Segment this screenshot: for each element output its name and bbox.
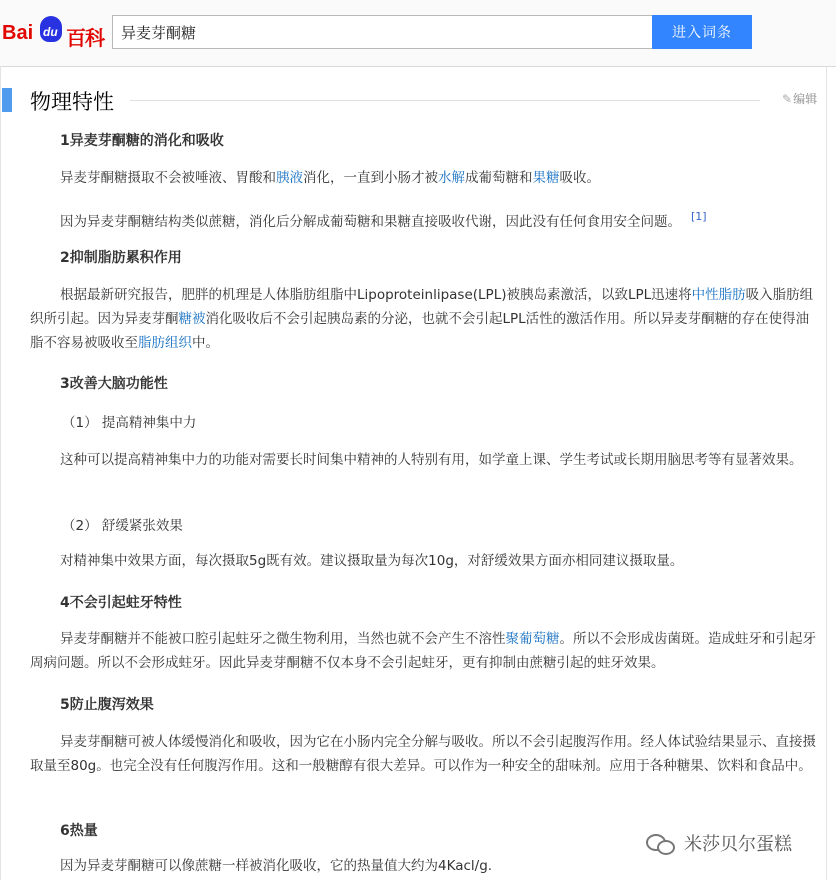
link-polyglucose[interactable]: 聚葡萄糖 (505, 631, 560, 647)
link-pancreatic-juice[interactable]: 胰液 (276, 170, 303, 186)
link-fructose[interactable]: 果糖 (532, 170, 560, 186)
subheading-teeth: 4不会引起蛀牙特性 (60, 595, 182, 611)
pencil-icon: ✎ (782, 92, 793, 106)
link-neutral-fat[interactable]: 中性脂肪 (691, 287, 746, 303)
paragraph-concentration: 这种可以提高精神集中力的功能对需要长时间集中精神的人特别有用，如学童上课、学生考试或长期用脑思考等有显著效果。 (60, 452, 803, 468)
subheading-brain: 3改善大脑功能性 (60, 376, 168, 392)
edit-label: 编辑 (793, 92, 818, 106)
subheading-calories: 6热量 (60, 823, 98, 839)
paragraph-teeth: 异麦芽酮糖并不能被口腔引起蛀牙之微生物利用，当然也就不会产生不溶性聚葡萄糖。所以不会形成齿菌斑。造成蛀牙和引起牙周病问题。所以不会形成蛀牙。因此异麦芽酮糖不仅本身不会引起蛀牙，更有抑制由蔗糖引起的蛀牙效果。 (30, 631, 816, 671)
watermark (646, 830, 792, 856)
paragraph-relief: 对精神集中效果方面，每次摄取5g既有效。建议摄取量为每次10g，对舒缓效果方面亦相同建议摄取量。 (60, 553, 684, 569)
paragraph-fat: 根据最新研究报告，肥胖的机理是人体脂肪组脂中Lipoproteinlipase(LPL)被胰岛素激活，以致LPL迅速将中性脂肪吸入脂肪组织所引起。因为异麦芽酮糖被消化吸收后不会引起胰岛素的分泌，也就不会引起LPL活性的激活作用。所以异麦芽酮糖的存在使得油脂不容易被吸收至脂肪组织中。 (30, 287, 814, 351)
paragraph-safety: 因为异麦芽酮糖结构类似蔗糖，消化后分解成葡萄糖和果糖直接吸收代谢，因此没有任何食用安全问题。 [1] (60, 210, 707, 230)
header (0, 0, 836, 67)
link-adipose-tissue[interactable]: 脂肪组织 (138, 335, 192, 351)
subitem-relief: （2） 舒缓紧张效果 (62, 518, 183, 534)
logo-text-bai: Bai (2, 22, 34, 44)
subheading-fat: 2抑制脂肪累积作用 (60, 250, 182, 266)
paragraph-digestion: 异麦芽酮糖摄取不会被唾液、胃酸和胰液消化，一直到小肠才被水解成葡萄糖和果糖吸收。 (60, 170, 600, 186)
edit-link[interactable] (782, 90, 817, 107)
baidu-baike-logo[interactable] (2, 16, 106, 48)
enter-entry-button[interactable]: 进入词条 (652, 15, 752, 49)
paragraph-calories: 因为异麦芽酮糖可以像蔗糖一样被消化吸收，它的热量值大约为4Kacl/g. (60, 858, 493, 874)
logo-text-baike: 百科 (66, 28, 104, 50)
section-divider (130, 100, 760, 101)
content-border-right (826, 66, 827, 880)
link-sugar[interactable]: 糖被 (178, 311, 206, 327)
subitem-concentration: （1） 提高精神集中力 (62, 415, 197, 431)
logo-text-du: du (43, 25, 58, 39)
subheading-digestion: 1异麦芽酮糖的消化和吸收 (60, 133, 224, 149)
subheading-diarrhea: 5防止腹泻效果 (60, 697, 154, 713)
wechat-icon (646, 832, 676, 854)
content-border-left (0, 66, 1, 880)
section-accent-bar (2, 88, 12, 112)
paw-icon (40, 16, 62, 42)
link-hydrolysis[interactable]: 水解 (438, 170, 465, 186)
section-title: 物理特性 (30, 90, 114, 114)
reference-link[interactable]: [1] (691, 210, 707, 223)
paragraph-diarrhea: 异麦芽酮糖可被人体缓慢消化和吸收，因为它在小肠内完全分解与吸收。所以不会引起腹泻作用。经人体试验结果显示、直接摄取量至80g。也完全没有任何腹泻作用。这和一般糖醇有很大差异。可以作为一种安全的甜味剂。应用于各种糖果、饮料和食品中。 (30, 734, 816, 774)
search-input[interactable] (112, 15, 652, 49)
watermark-text: 米莎贝尔蛋糕 (684, 834, 792, 855)
